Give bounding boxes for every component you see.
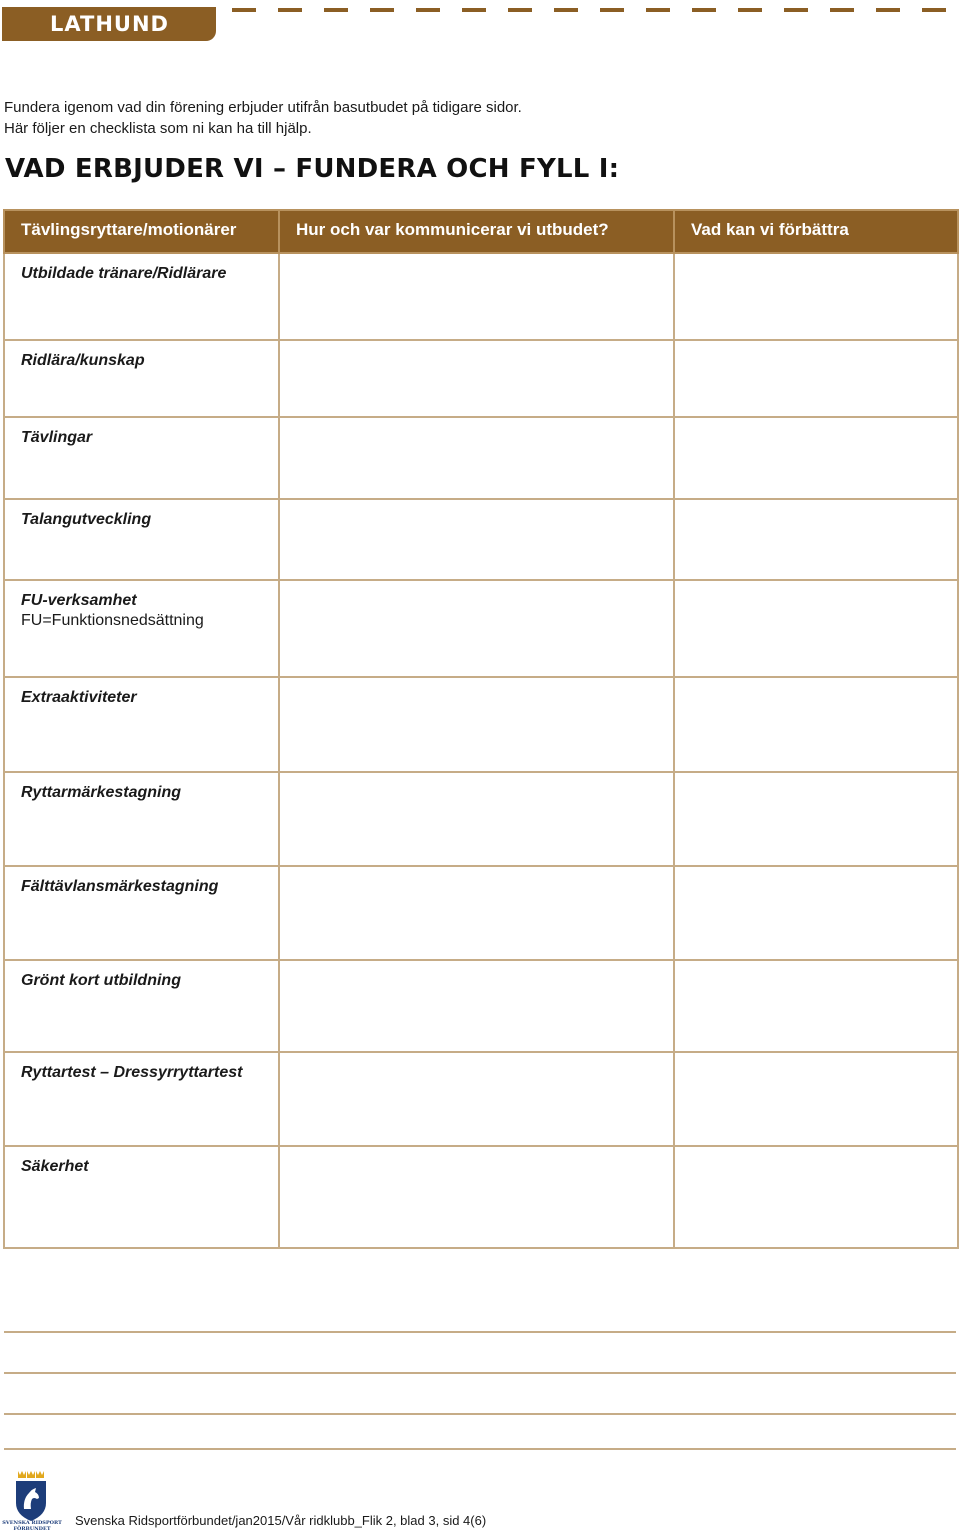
intro-line-2: Här följer en checklista som ni kan ha till hjälp. (4, 120, 312, 137)
column-header-improvements: Vad kan vi förbättra (674, 210, 958, 253)
improvement-cell[interactable] (674, 499, 958, 580)
communication-cell[interactable] (279, 580, 674, 677)
row-label: Fälttävlansmärkestagning (4, 866, 279, 960)
improvement-cell[interactable] (674, 677, 958, 772)
note-line[interactable] (4, 1372, 956, 1374)
row-label: Ryttartest – Dressyrryttartest (4, 1052, 279, 1146)
intro-text (4, 97, 522, 139)
footer-text: Svenska Ridsportförbundet/jan2015/Vår ridklubb_Flik 2, blad 3, sid 4(6) (75, 1513, 487, 1528)
note-line[interactable] (4, 1448, 956, 1450)
row-label: Extraaktiviteter (4, 677, 279, 772)
row-label: Grönt kort utbildning (4, 960, 279, 1052)
page-heading: VAD ERBJUDER VI – FUNDERA OCH FYLL I: (5, 154, 620, 184)
section-tab-label: LATHUND (50, 12, 169, 36)
table-row (4, 580, 958, 677)
table-row (4, 340, 958, 417)
improvement-cell[interactable] (674, 772, 958, 866)
table-header-row (4, 210, 958, 253)
table-row (4, 499, 958, 580)
table-row (4, 866, 958, 960)
communication-cell[interactable] (279, 417, 674, 499)
row-label: Tävlingar (4, 417, 279, 499)
intro-line-1: Fundera igenom vad din förening erbjuder utifrån basutbudet på tidigare sidor. (4, 99, 522, 116)
table-row (4, 677, 958, 772)
logo-text-line-1: SVENSKA RIDSPORT (2, 1520, 62, 1526)
logo-text (0, 1520, 64, 1532)
row-label-subtext: FU=Funktionsnedsättning (21, 612, 204, 629)
improvement-cell[interactable] (674, 253, 958, 340)
improvement-cell[interactable] (674, 960, 958, 1052)
improvement-cell[interactable] (674, 580, 958, 677)
communication-cell[interactable] (279, 1146, 674, 1248)
communication-cell[interactable] (279, 340, 674, 417)
improvement-cell[interactable] (674, 1146, 958, 1248)
table-row (4, 1052, 958, 1146)
row-label: Talangutveckling (4, 499, 279, 580)
row-label: Ryttarmärkestagning (4, 772, 279, 866)
row-label: Utbildade tränare/Ridlärare (4, 253, 279, 340)
improvement-cell[interactable] (674, 1052, 958, 1146)
row-label-text: FU-verksamhet (21, 592, 137, 609)
table-row (4, 960, 958, 1052)
row-label (4, 580, 279, 677)
table-row (4, 772, 958, 866)
row-label: Ridlära/kunskap (4, 340, 279, 417)
column-header-communication: Hur och var kommunicerar vi utbudet? (279, 210, 674, 253)
section-tab (2, 7, 216, 41)
communication-cell[interactable] (279, 772, 674, 866)
dashed-divider (232, 8, 958, 12)
logo-text-line-2: FÖRBUNDET (13, 1526, 51, 1532)
communication-cell[interactable] (279, 499, 674, 580)
improvement-cell[interactable] (674, 417, 958, 499)
table-row (4, 253, 958, 340)
communication-cell[interactable] (279, 253, 674, 340)
column-header-riders: Tävlingsryttare/motionärer (4, 210, 279, 253)
communication-cell[interactable] (279, 960, 674, 1052)
checklist-table (3, 209, 959, 1249)
communication-cell[interactable] (279, 866, 674, 960)
note-line[interactable] (4, 1331, 956, 1333)
table-row (4, 417, 958, 499)
communication-cell[interactable] (279, 1052, 674, 1146)
table-row (4, 1146, 958, 1248)
row-label: Säkerhet (4, 1146, 279, 1248)
communication-cell[interactable] (279, 677, 674, 772)
note-line[interactable] (4, 1413, 956, 1415)
improvement-cell[interactable] (674, 340, 958, 417)
improvement-cell[interactable] (674, 866, 958, 960)
